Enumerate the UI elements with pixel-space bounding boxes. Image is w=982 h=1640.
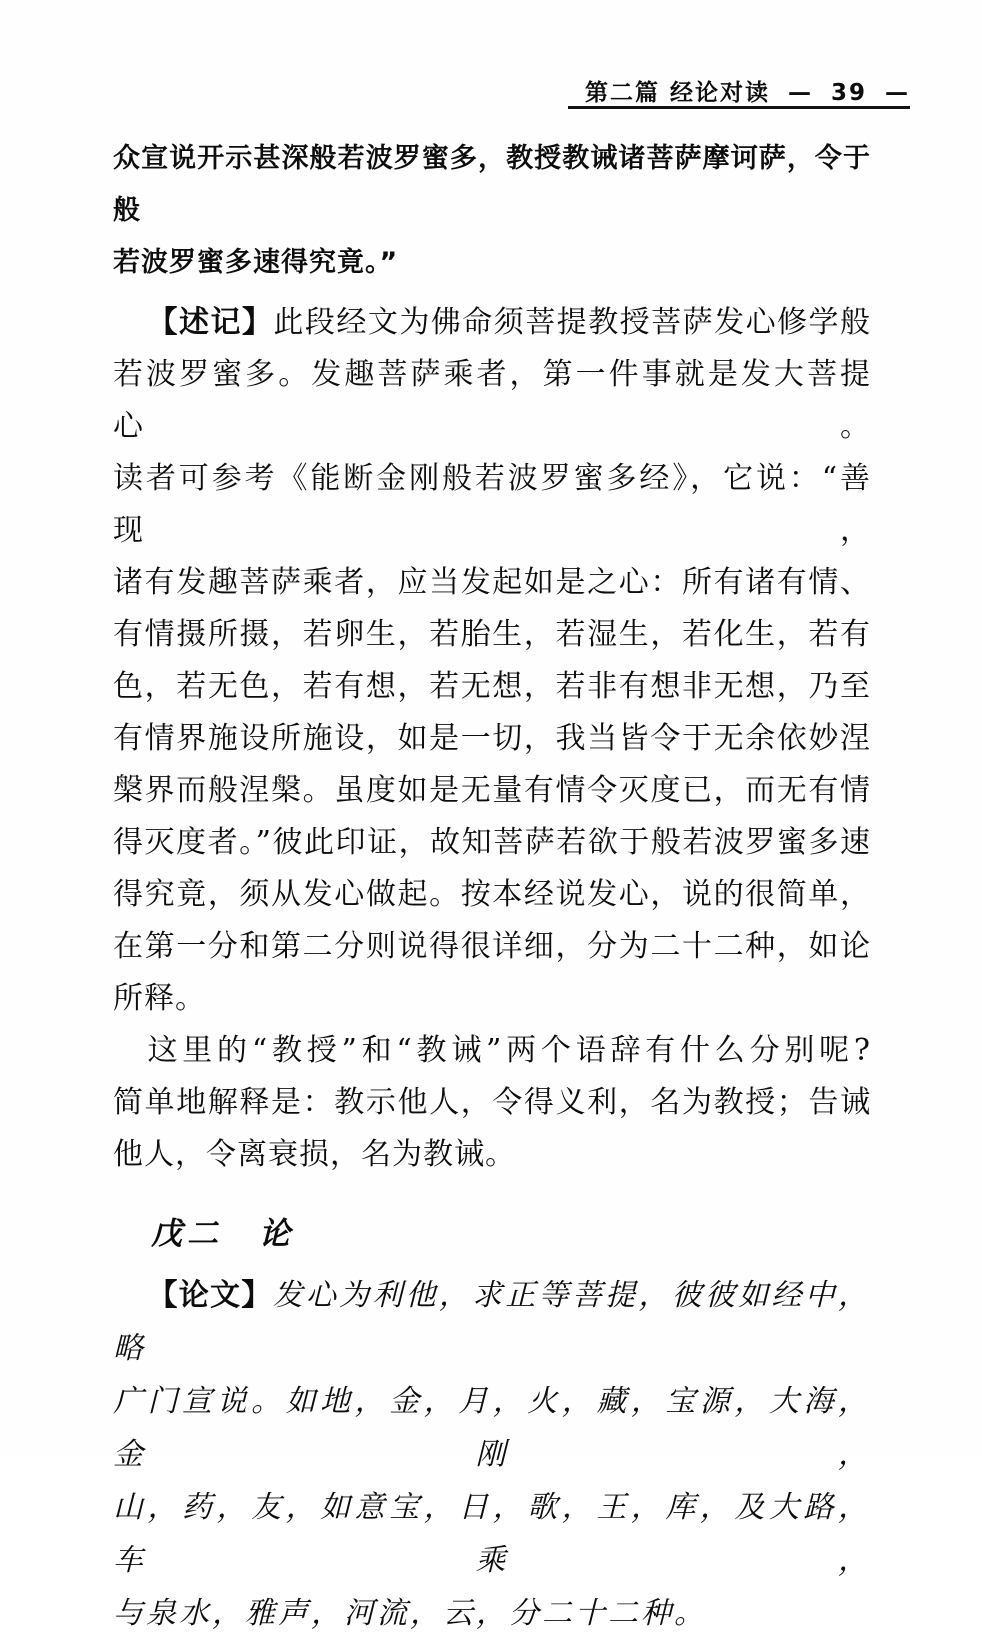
text-line: 所释。: [113, 981, 206, 1016]
shuji-label: 【述记】: [147, 305, 274, 340]
page-content: [113, 133, 871, 1640]
text-line: 简单地解释是：教示他人，令得义利，名为教授；告诫: [113, 1085, 871, 1120]
text-line: 与泉水，雅声，河流，云，分二十二种。: [113, 1596, 707, 1631]
text-line: 诸有发趣菩萨乘者，应当发起如是之心：所有诸有情、: [113, 565, 871, 600]
text-line: 有情界施设所施设，如是一切，我当皆令于无余依妙涅: [113, 721, 871, 756]
text-line: 众宣说开示甚深般若波罗蜜多，教授教诫诸菩萨摩诃萨，令于般: [113, 143, 871, 226]
shuji-paragraph: [113, 297, 871, 1025]
commentary-paragraph-2: [113, 1025, 871, 1181]
shuji-lines: [113, 349, 871, 1025]
text-line: 得灭度者。”彼此印证，故知菩萨若欲于般若波罗蜜多速: [113, 825, 871, 860]
text-line: 若波罗蜜多速得究竟。”: [113, 247, 399, 278]
page-number: 39: [830, 80, 867, 106]
shuji-first-line: [113, 297, 871, 349]
lunwen-first-line-text: 发心为利他，求正等菩提，彼彼如经中，略: [113, 1278, 872, 1366]
running-title: 第二篇 经论对读: [584, 80, 770, 106]
header-rule: [568, 106, 910, 109]
lunwen-first-line: [113, 1269, 871, 1375]
text-line: 广门宣说。如地，金，月，火，藏，宝源，大海，金刚，: [113, 1384, 871, 1472]
text-line: 读者可参考《能断金刚般若波罗蜜多经》，它说：“善现，: [113, 461, 871, 548]
text-line: 得究竟，须从发心做起。按本经说发心，说的很简单，: [113, 877, 871, 912]
text-line: 色，若无色，若有想，若无想，若非有想非无想，乃至: [113, 669, 871, 704]
section-heading: 戊二 论: [151, 1216, 295, 1252]
lunwen-lines: [113, 1375, 871, 1640]
shuji-first-line-text: 此段经文为佛命须菩提教授菩萨发心修学般: [273, 305, 872, 340]
header-dash-right: —: [885, 80, 910, 106]
text-line: 有情摄所摄，若卵生，若胎生，若湿生，若化生，若有: [113, 617, 871, 652]
text-line: 在第一分和第二分则说得很详细，分为二十二种，如论: [113, 929, 871, 964]
text-line: 他人，令离衰损，名为教诫。: [113, 1137, 516, 1172]
text-line: 山，药，友，如意宝，日，歌，王，库，及大路，车乘，: [113, 1490, 871, 1578]
text-line: 这里的“教授”和“教诫”两个语辞有什么分别呢?: [147, 1033, 871, 1068]
header-dash-left: —: [787, 80, 813, 106]
page-header: [585, 74, 910, 107]
sutra-quote-paragraph: [113, 133, 871, 289]
text-line: 槃界而般涅槃。虽度如是无量有情令灭度已，而无有情: [113, 773, 871, 808]
lunwen-paragraph: [113, 1269, 871, 1640]
lunwen-label: 【论文】: [147, 1278, 273, 1313]
text-line: 若波罗蜜多。发趣菩萨乘者，第一件事就是发大菩提心。: [113, 357, 871, 444]
